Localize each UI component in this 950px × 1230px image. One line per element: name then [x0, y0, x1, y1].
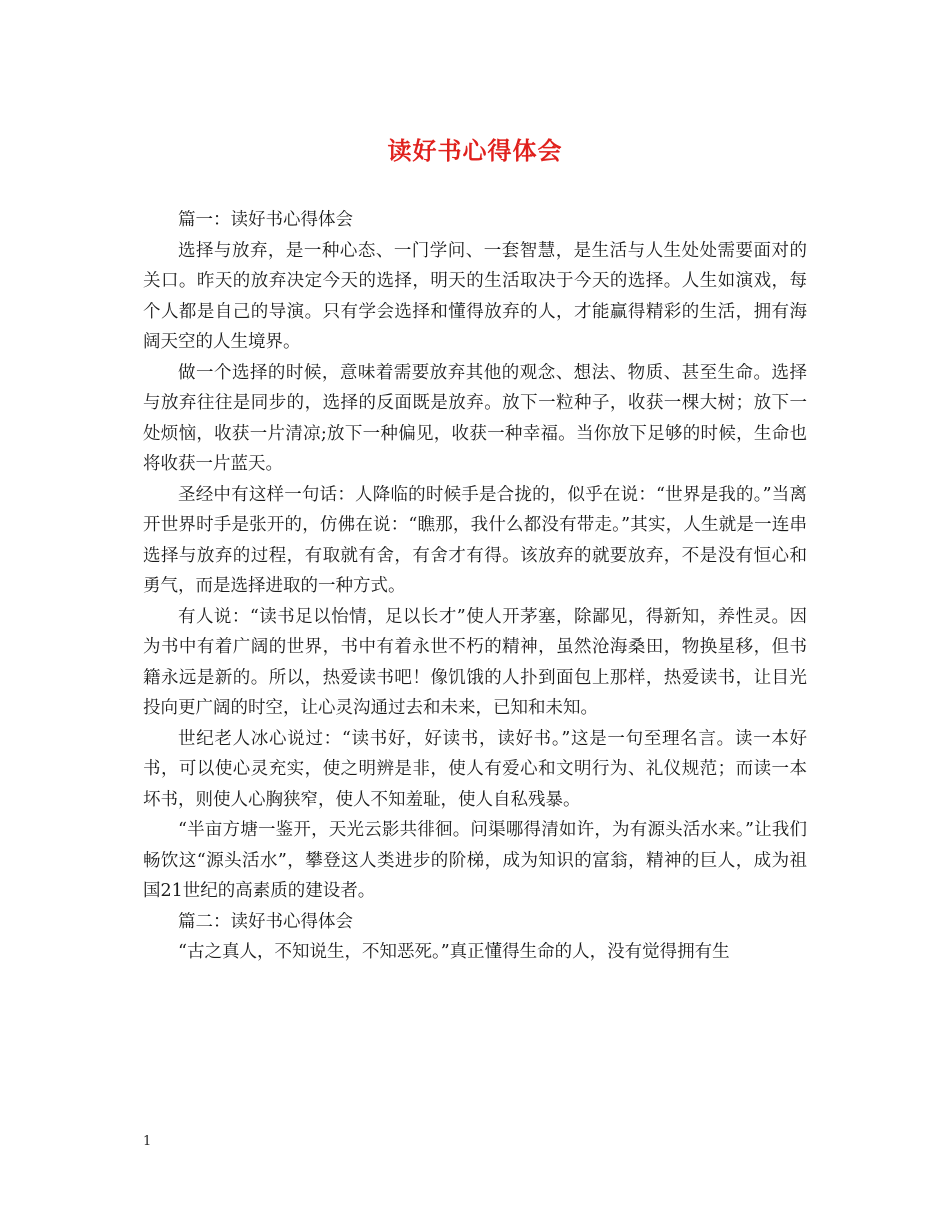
page-number: 1: [143, 1134, 152, 1149]
paragraph: “半亩方塘一鉴开，天光云影共徘徊。问渠哪得清如许，为有源头活水来。”让我们畅饮这“源头活水”，攀登这人类进步的阶梯，成为知识的富翁，精神的巨人，成为祖国21世纪的高素质的建设者。: [143, 820, 807, 901]
paragraph: 圣经中有这样一句话：人降临的时候手是合拢的，似乎在说：“世界是我的。”当离开世界时手是张开的，仿佛在说：“瞧那，我什么都没有带走。”其实，人生就是一连串选择与放弃的过程，有取就有舍，有舍才有得。该放弃的就要放弃，不是没有恒心和勇气，而是选择进取的一种方式。: [143, 484, 807, 596]
document-body: [143, 205, 807, 968]
document-title: 读好书心得体会: [387, 136, 563, 165]
section-heading-1: 篇一：读好书心得体会: [178, 210, 353, 230]
paragraph: 有人说：“读书足以怡情，足以长才”使人开茅塞，除鄙见，得新知，养性灵。因为书中有着广阔的世界，书中有着永世不朽的精神，虽然沧海桑田，物换星移，但书籍永远是新的。所以，热爱读书吧！像饥饿的人扑到面包上那样，热爱读书，让目光投向更广阔的时空，让心灵沟通过去和未来，已知和未知。: [143, 606, 807, 718]
paragraph: 世纪老人冰心说过：“读书好，好读书，读好书。”这是一句至理名言。读一本好书，可以使心灵充实，使之明辨是非，使人有爱心和文明行为、礼仪规范；而读一本坏书，则使人心胸狭窄，使人不知羞耻，使人自私残暴。: [143, 728, 807, 810]
paragraph: “古之真人，不知说生，不知恶死。”真正懂得生命的人，没有觉得拥有生: [178, 942, 730, 962]
paragraph: 做一个选择的时候，意味着需要放弃其他的观念、想法、物质、甚至生命。选择与放弃往往是同步的，选择的反面既是放弃。放下一粒种子，收获一棵大树；放下一处烦恼，收获一片清凉;放下一种偏见，收获一种幸福。当你放下足够的时候，生命也将收获一片蓝天。: [143, 362, 807, 474]
section-heading-2: 篇二：读好书心得体会: [178, 911, 353, 932]
paragraph: 选择与放弃，是一种心态、一门学问、一套智慧，是生活与人生处处需要面对的关口。昨天的放弃决定今天的选择，明天的生活取决于今天的选择。人生如演戏，每个人都是自己的导演。只有学会选择和懂得放弃的人，才能赢得精彩的生活，拥有海阔天空的人生境界。: [143, 240, 807, 352]
